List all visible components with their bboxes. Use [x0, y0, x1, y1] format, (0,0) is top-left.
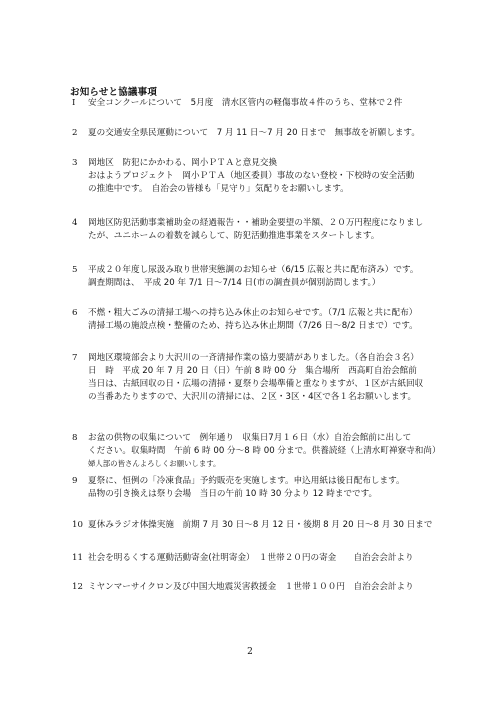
item-number: 5	[72, 265, 78, 275]
notice-line	[72, 127, 472, 140]
page-number: 2	[247, 647, 253, 657]
notice-line	[72, 307, 472, 320]
notice-line	[72, 475, 472, 488]
notice-text: 平成２０年度し尿汲み取り世帯実態調のお知らせ（6/15 広報と共に配布済み）です。	[88, 265, 419, 275]
notice-item	[72, 552, 472, 565]
notice-item	[72, 127, 472, 140]
notice-text: 当日は、古紙回収の日・広場の清掃・夏祭り会場準備と重なりますが、１区が古紙回収	[88, 379, 424, 389]
notice-line	[72, 97, 472, 110]
notice-item	[72, 217, 472, 243]
item-number: 8	[72, 433, 78, 443]
item-number: 6	[72, 308, 78, 318]
item-number: 3	[72, 158, 78, 168]
item-number: 9	[72, 476, 78, 486]
notice-item	[72, 519, 472, 532]
notice-text: 安全コンクールについて 5月度 清水区管内の軽傷事故４件のうち、堂林で２件	[88, 98, 403, 108]
notice-text: 夏休みラジオ体操実施 前期 7 月 30 日～8 月 12 日・後期 8 月 20 日～8 月 30 日まで	[88, 520, 433, 530]
notice-line	[72, 432, 472, 445]
notice-text: 品物の引き換えは祭り会場 当日の午前 10 時 30 分より 12 時までです。	[88, 489, 378, 499]
section-title: お知らせと協議事項	[70, 87, 158, 98]
item-number: 12	[72, 582, 83, 592]
notice-text: 清掃工場の施設点検・整備のため、持ち込み休止期間（7/26 日～8/2 日まで）です。	[88, 321, 418, 331]
notice-line	[72, 170, 472, 183]
notice-text: 夏祭に、恒例の「冷凍食品」予約販売を実施します。申込用紙は後日配布します。	[88, 476, 405, 486]
notice-text: 不燃・粗大ごみの清掃工場への持ち込み休止のお知らせです。（7/1 広報と共に配布）	[88, 308, 418, 318]
notice-text: ください。収集時間 午前 6 時 00 分～8 時 00 分まで。供養読経（上清水町禅寮寺和尚）	[88, 446, 441, 456]
notice-item	[72, 97, 472, 110]
notice-line	[72, 230, 472, 243]
notice-text: たが、ユニホームの着数を減らして、防犯活動推進事業をスタートします。	[88, 231, 380, 241]
notice-text: 夏の交通安全県民運動について 7 月 11 日～7 月 20 日まで 無事故を祈願します。	[88, 128, 420, 138]
note-text: 婦人部の皆さんよろしくお願いします。	[88, 459, 221, 468]
notice-line	[72, 519, 472, 532]
notice-line	[72, 183, 472, 196]
notice-line	[72, 488, 472, 501]
notice-line	[72, 552, 472, 565]
notice-line	[72, 378, 472, 391]
notice-text: おはようプロジェクト 岡小ＰＴＡ（地区委員）事故のない登校・下校時の安全活動	[88, 171, 415, 181]
notice-item	[72, 581, 472, 594]
notice-line	[72, 277, 472, 290]
notice-text: ミヤンマーサイクロン及び中国大地震災害救援金 １世帯１００円 自治会会計より	[88, 582, 414, 592]
item-number: 2	[72, 128, 78, 138]
notice-item	[72, 352, 472, 404]
item-number: 11	[72, 553, 83, 563]
item-number: I	[72, 98, 76, 108]
notice-text: の当番あたりますので、大沢川の清掃には、２区・3区・4区で各１名お願いします。	[88, 392, 417, 402]
notice-line	[72, 445, 472, 458]
item-number: 10	[72, 520, 83, 530]
notice-line	[72, 157, 472, 170]
notice-item	[72, 264, 472, 290]
notice-line	[72, 320, 472, 333]
notice-line	[72, 391, 472, 404]
notice-item	[72, 432, 472, 469]
notice-text: 日 時 平成 20 年 7 月 20 日（日）午前 8 時 00 分 集合場所 西高町自治会館前	[88, 366, 417, 376]
item-number: 7	[72, 353, 78, 363]
notice-item	[72, 307, 472, 333]
notice-text: 岡地区環境部会より大沢川の一斉清掃作業の協力要請がありました。（各自治会３名）	[88, 353, 419, 363]
notice-line	[72, 352, 472, 365]
notice-text: 社会を明るくする運動活動寄金(社明寄金） １世帯２０円の寄金 自治会会計より	[88, 553, 414, 563]
notice-line	[72, 365, 472, 378]
item-number: 4	[72, 218, 78, 228]
notice-text: お盆の供物の収集について 例年通り 収集日7月１６日（水）自治会館前に出して	[88, 433, 412, 443]
notice-text: 岡地区防犯活動事業補助金の経過報告・・補助金要望の半額、２０万円程度になりまし	[88, 218, 424, 228]
notice-line	[72, 217, 472, 230]
notice-line	[72, 264, 472, 277]
notice-text: の推進中です。 自治会の皆様も「見守り」気配りをお願いします。	[88, 184, 349, 194]
notice-text: 岡地区 防犯にかかわる、岡小ＰＴＡと意見交換	[88, 158, 278, 168]
notice-note	[72, 458, 472, 469]
notice-text: 調査期間は、 平成 20 年 7/1 日～7/14 日(市の調査員が個別訪問します。）	[88, 278, 381, 288]
notice-item	[72, 157, 472, 196]
notice-line	[72, 581, 472, 594]
notice-item	[72, 475, 472, 501]
